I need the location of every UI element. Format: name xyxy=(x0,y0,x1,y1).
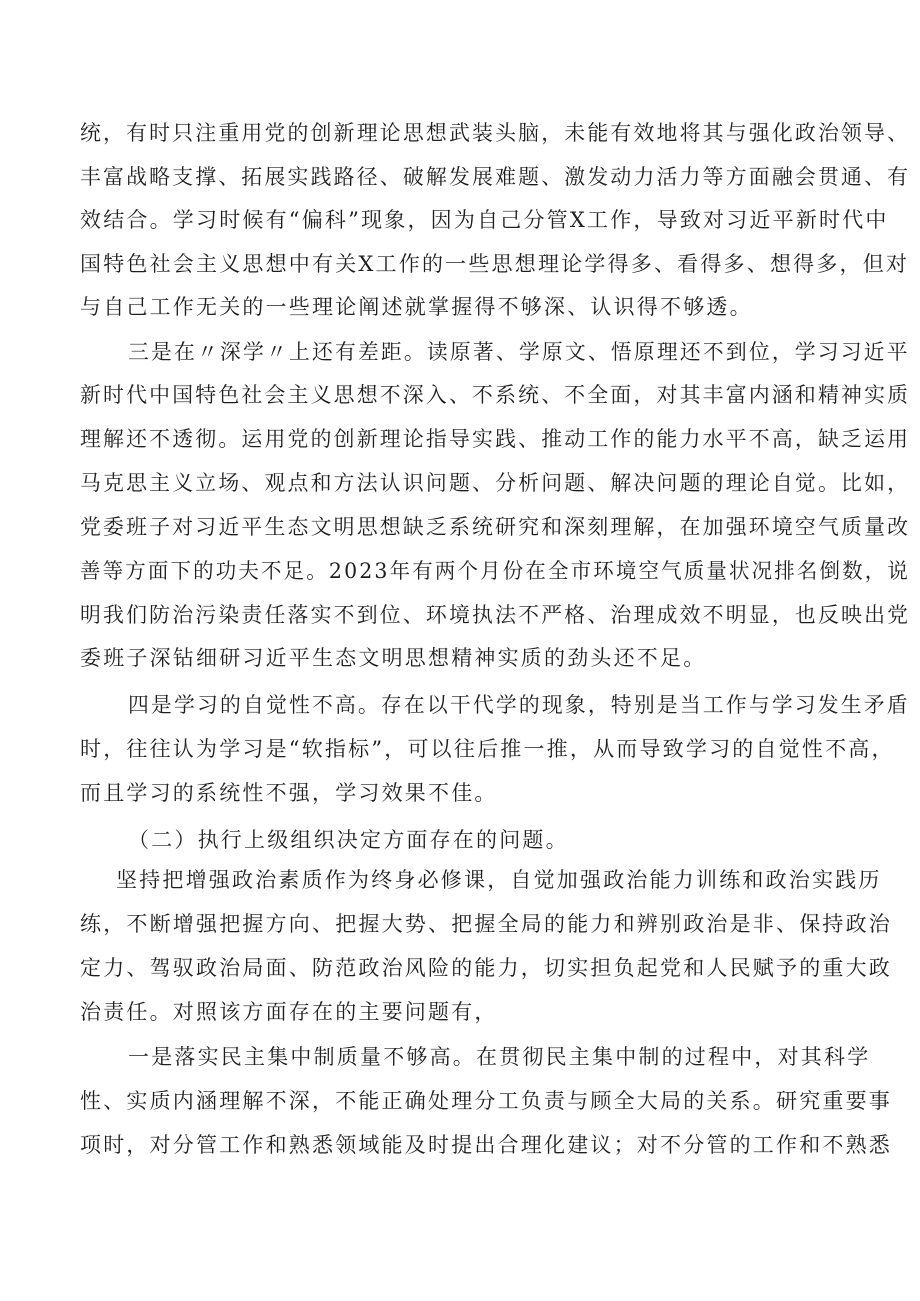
text-line: 项时，对分管工作和熟悉领域能及时提出合理化建议；对不分管的工作和不熟悉 xyxy=(80,1133,892,1157)
text-line: 四是学习的自觉性不高。存在以干代学的现象，特别是当工作与学习发生矛盾 xyxy=(128,693,910,717)
text-line: 性、实质内涵理解不深，不能正确处理分工负责与顾全大局的关系。研究重要事 xyxy=(80,1089,892,1113)
text-line: 国特色社会主义思想中有关X工作的一些思想理论学得多、看得多、想得多，但对 xyxy=(80,252,910,276)
text-line: 善等方面下的功夫不足。2023年有两个月份在全市环境空气质量状况排名倒数，说 xyxy=(80,559,911,583)
text-line: 党委班子对习近平生态文明思想缺乏系统研究和深刻理解，在加强环境空气质量改 xyxy=(80,515,911,539)
text-line: 治责任。对照该方面存在的主要问题有， xyxy=(80,1000,498,1024)
text-line: 与自己工作无关的一些理论阐述就掌握得不够深、认识得不够透。 xyxy=(80,295,753,319)
text-line: 效结合。学习时候有“偏科”现象，因为自己分管X工作，导致对习近平新时代中 xyxy=(80,208,889,232)
text-line: 练，不断增强把握方向、把握大势、把握全局的能力和辨别政治是非、保持政治 xyxy=(80,912,892,936)
text-line: 新时代中国特色社会主义思想不深入、不系统、不全面，对其丰富内涵和精神实质 xyxy=(80,383,911,407)
text-line: 委班子深钻细研习近平生态文明思想精神实质的劲头还不足。 xyxy=(80,646,707,670)
text-line: 丰富战略支撑、拓展实践路径、破解发展难题、激发动力活力等方面融会贯通、有 xyxy=(80,165,911,189)
text-line: 时，往往认为学习是“软指标”，可以往后推一推，从而导致学习的自觉性不高， xyxy=(80,737,895,761)
text-line: 一是落实民主集中制质量不够高。在贯彻民主集中制的过程中，对其科学 xyxy=(128,1045,871,1069)
text-line: 明我们防治污染责任落实不到位、环境执法不严格、治理成效不明显，也反映出党 xyxy=(80,603,911,627)
section-heading: （二）执行上级组织决定方面存在的问题。 xyxy=(128,828,569,852)
text-line: 坚持把增强政治素质作为终身必修课，自觉加强政治能力训练和政治实践历 xyxy=(116,868,882,892)
text-line: 定力、驾驭政治局面、防范政治风险的能力，切实担负起党和人民赋予的重大政 xyxy=(80,956,892,980)
text-line: 马克思主义立场、观点和方法认识问题、分析问题、解决问题的理论自觉。比如， xyxy=(80,471,911,495)
text-line: 而且学习的系统性不强，学习效果不佳。 xyxy=(80,781,498,805)
text-line: 三是在〃深学〃上还有差距。读原著、学原文、悟原理还不到位，学习习近平 xyxy=(128,340,910,364)
text-line: 理解还不透彻。运用党的创新理论指导实践、推动工作的能力水平不高，缺乏运用 xyxy=(80,427,911,451)
text-line: 统，有时只注重用党的创新理论思想武装头脑，未能有效地将其与强化政治领导、 xyxy=(80,121,911,145)
